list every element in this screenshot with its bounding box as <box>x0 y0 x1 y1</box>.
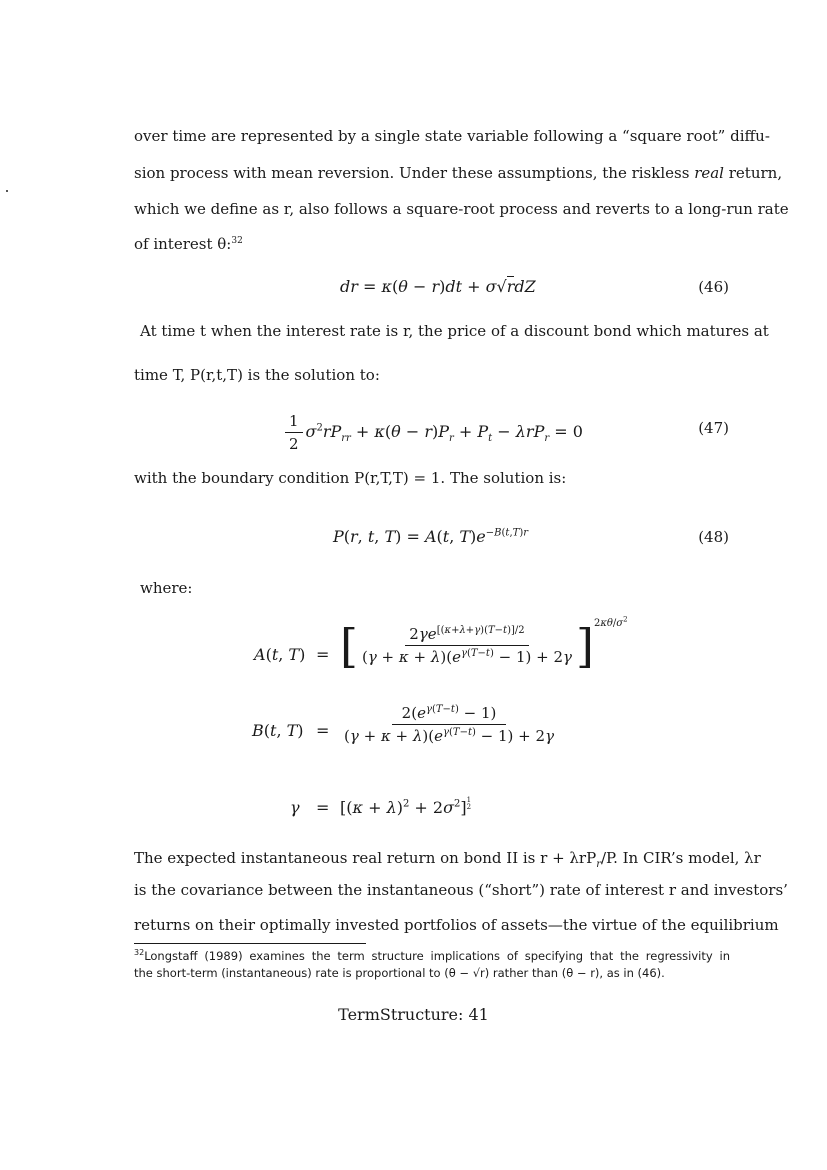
page-footer: TermStructure: 41 <box>338 1005 489 1024</box>
scan-speck <box>6 190 8 192</box>
text-line: which we define as r, also follows a square-root process and reverts to a long-run rate <box>134 200 789 218</box>
footnote-ref: 32 <box>231 236 243 246</box>
text-line: returns on their optimally invested portfolios of assets—the virtue of the equilibrium <box>134 916 779 934</box>
footnote-line: $^{32}$Longstaff (1989) examines the term structure implications of specifying that the regressivity in <box>134 948 730 963</box>
equation-46: dr = κ(θ − r)dt + σ√rdZ <box>340 277 536 296</box>
equation-number: (47) <box>698 419 729 437</box>
text-line: time T, P(r,t,T) is the solution to: <box>134 366 380 384</box>
equation-B-rhs: $\frac{2(e^{\gamma(T-t)} - 1)}{(\gamma + \kappa + \lambda)(e^{\gamma(T-t)} - 1) + 2\gamma}$ <box>344 704 555 745</box>
text-line: is the covariance between the instantaneous (“short”) rate of interest r and investors’ <box>134 881 788 899</box>
equation-number: (48) <box>698 528 729 546</box>
footnote-rule <box>134 943 366 944</box>
equation-B: B(t, T) <box>252 721 304 740</box>
equation-48: P(r, t, T) = A(t, $T)e^{-B(t,T)r}$ <box>333 527 528 546</box>
footnote-mark: 32 <box>134 948 145 958</box>
text-line: sion process with mean reversion. Under these assumptions, the riskless real return, <box>134 164 783 182</box>
equation-gamma: γ <box>290 798 300 817</box>
equation-A-rhs: [ $\frac{2\gamma e^{[(\kappa+\lambda+\gamma)(T-t)]/2}}{(\gamma + \kappa + \lambda)(e^{\gamma(T-t)} - 1) + 2\gamma}$ ]$^{2\kappa\theta/\sigma^2}$ <box>340 616 628 673</box>
equals-sign: = <box>316 645 330 664</box>
text-line: At time t when the interest rate is r, the price of a discount bond which matures at <box>140 322 769 340</box>
equation-47: $\frac{1}{2}$ $\sigma^2rP_{rr} + \kappa(\theta - r)P_r + P_t - \lambda rP_r = 0$ <box>282 412 583 453</box>
equation-A: A(t, T) <box>254 645 306 664</box>
text-line: where: <box>140 579 193 597</box>
footnote-line: the short-term (instantaneous) rate is proportional to (θ − √r) rather than (θ − r), as in (46). <box>134 966 665 980</box>
equation-gamma-rhs: $[(\kappa + \lambda)^2 + 2\sigma^2]$ $^{1 2}$ <box>340 796 472 817</box>
equals-sign: = <box>316 798 330 817</box>
text-line: over time are represented by a single state variable following a “square root” diffu- <box>134 127 770 145</box>
text-line: The expected instantaneous real return on bond II is r + λrP$_r$/P. In CIR’s model, λr <box>134 849 761 870</box>
text-line: of interest θ:$^{32}$ <box>134 235 243 253</box>
equals-sign: = <box>316 721 330 740</box>
text-line: with the boundary condition P(r,T,T) = 1. The solution is: <box>134 469 567 487</box>
equation-number: (46) <box>698 278 729 296</box>
